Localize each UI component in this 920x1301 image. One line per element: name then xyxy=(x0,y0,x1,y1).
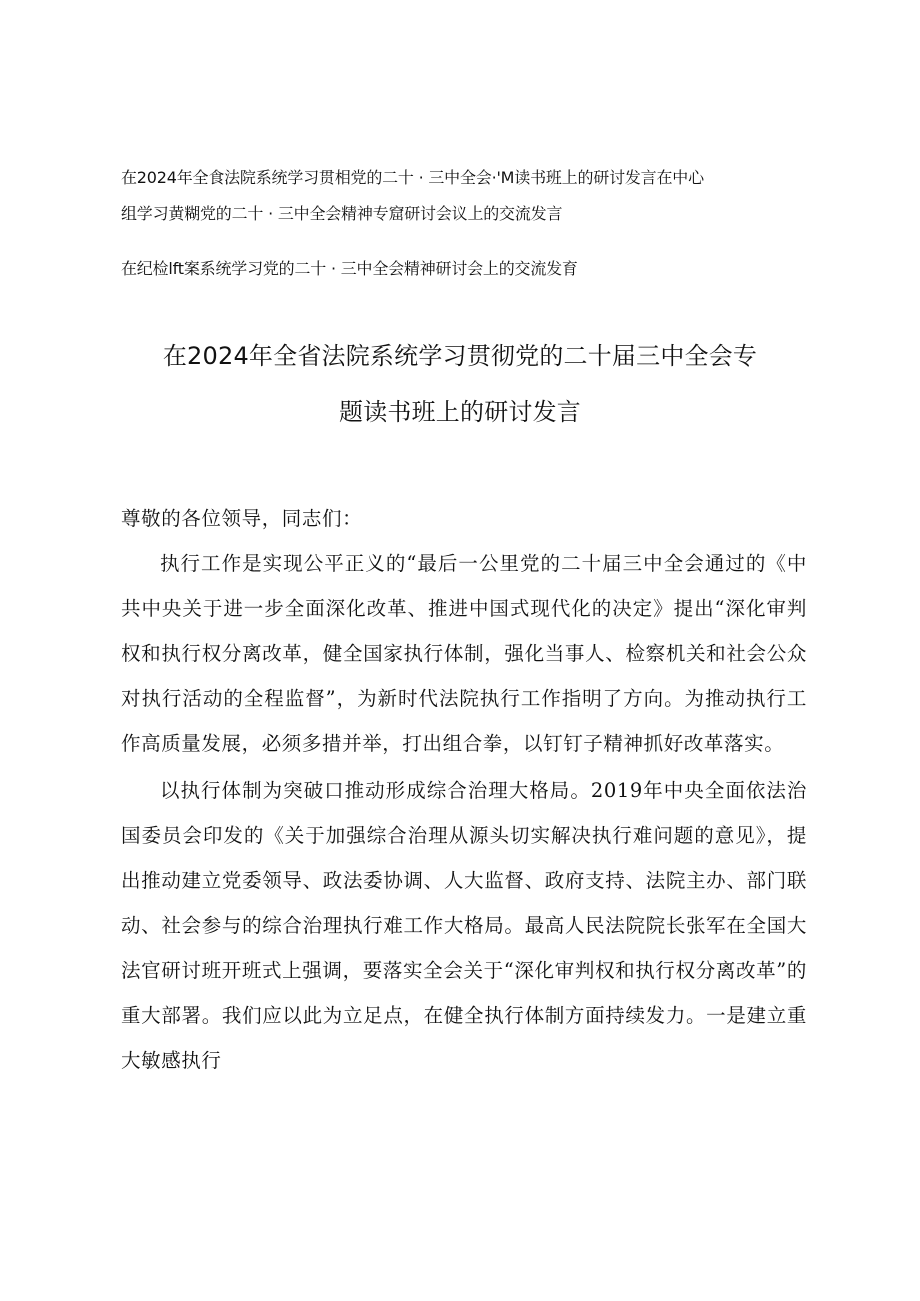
toc-entry-1-line-1: 在2024年全食法院系统学习贯相党的二十 · 三中全会·'M读书班上的研讨发言在中心 xyxy=(121,168,704,187)
toc-entry-2: 在纪检lft案系统学习党的二十 · 三中全会精神研讨会上的交流发育 xyxy=(121,259,578,278)
paragraph-1: 执行工作是实现公平正义的“最后一公里党的二十届三中全会通过的《中共中央关于进一步全面深化改革、推进中国式现代化的决定》提出“深化审判权和执行权分离改革，健全国家执行体制，强化当事人、检察机关和社会公众对执行活动的全程监督”，为新时代法院执行工作指明了方向。为推动执行工作高质量发展，必须多措并举，打出组合拳，以钉钉子精神抓好改革落实。 xyxy=(121,552,807,755)
toc-entry-1-line-2: 组学习黄糊党的二十 · 三中全会精神专窟研讨会议上的交流发言 xyxy=(121,204,563,223)
document-body xyxy=(121,496,807,1083)
title-line-1: 在2024年全省法院系统学习贯彻党的二十届三中全会专 xyxy=(162,342,758,370)
document-title xyxy=(100,328,820,440)
paragraph-2: 以执行体制为突破口推动形成综合治理大格局。2019年中央全面依法治国委员会印发的《关于加强综合治理从源头切实解决执行难问题的意见》，提出推动建立党委领导、政法委协调、人大监督、政府支持、法院主办、部门联动、社会参与的综合治理执行难工作大格局。最高人民法院院长张军在全国大法官研讨班开班式上强调，要落实全会关于“深化审判权和执行权分离改革”的重大部署。我们应以此为立足点，在健全执行体制方面持续发力。一是建立重大敏感执行 xyxy=(121,779,807,1072)
title-line-2: 题读书班上的研讨发言 xyxy=(339,398,581,426)
salutation: 尊敬的各位领导，同志们： xyxy=(121,507,363,530)
table-of-contents xyxy=(121,160,811,287)
